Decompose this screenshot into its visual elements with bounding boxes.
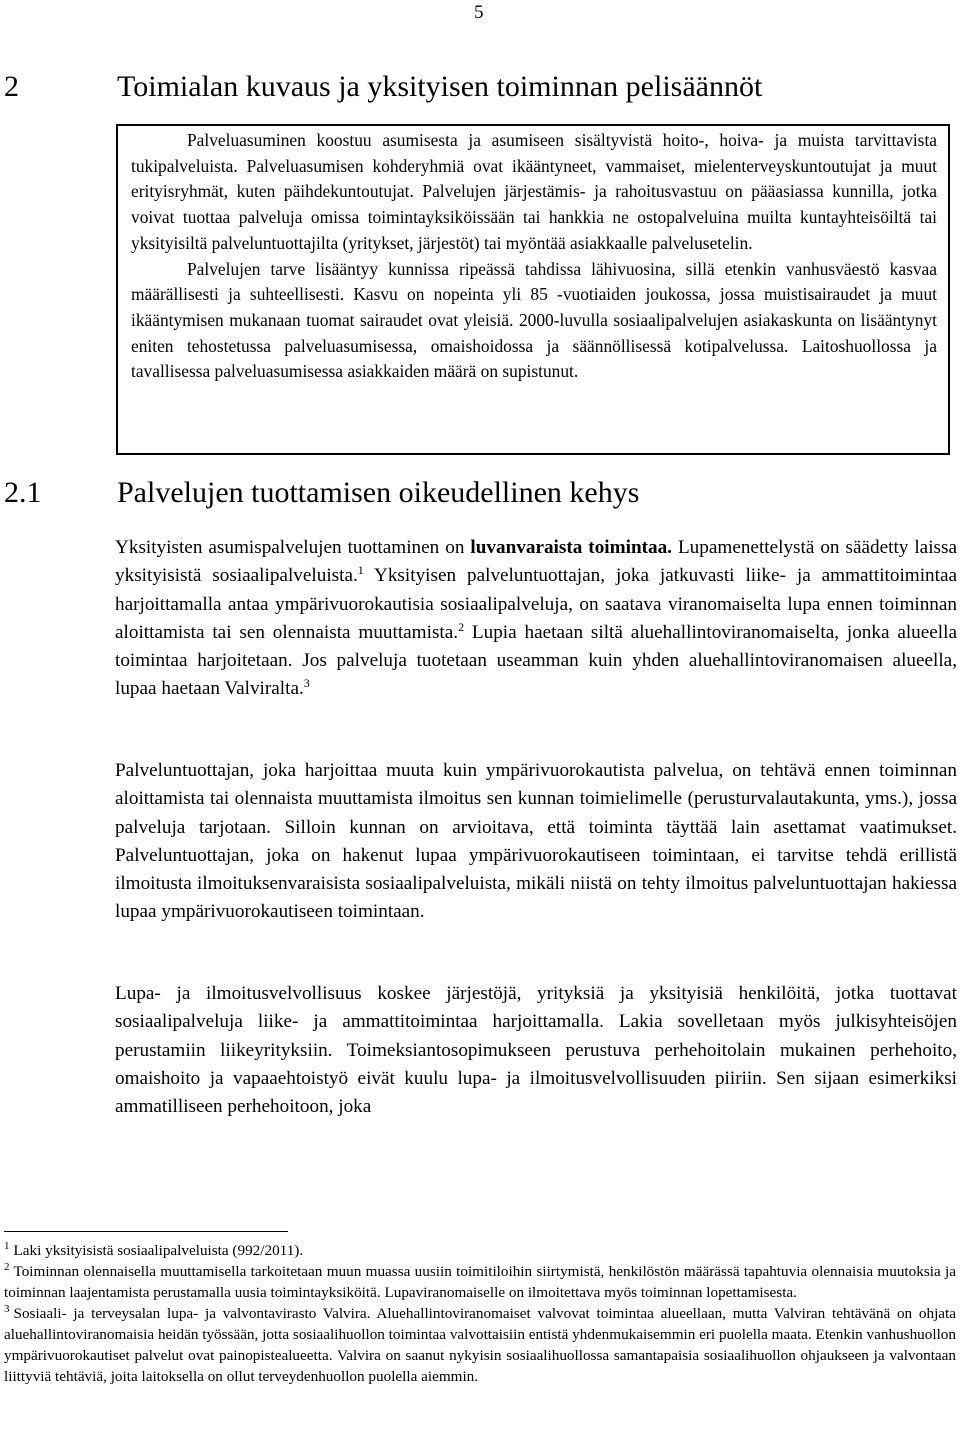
footnote-1-text: Laki yksityisistä sosiaalipalveluista (992/2011). [13,1242,304,1259]
summary-box [116,124,950,455]
footnote-2-text: Toiminnan olennaisella muuttamisella tarkoitetaan muun muassa uusiin toimitiloihin siirtymistä, henkilöstön määrässä tapahtuvia olennaisia muutoksia ja toiminnan laajentamista perustamalla uusia toimintayksiköitä. Lupaviranomaiselle on ilmoitettava myös toiminnan lopettamisesta. [4,1263,956,1301]
footnote-2 [4,1261,956,1303]
section-number: 2.1 [4,476,42,509]
footnote-ref-3[interactable]: 3 [303,676,310,691]
page-number: 5 [474,2,484,23]
p3-text: Lupa- ja ilmoitusvelvollisuus koskee järjestöjä, yrityksiä ja yksityisiä henkilöitä, jotka tuottavat sosiaalipalveluja liike- ja ammattitoimintaa harjoittamalla. Lakia sovelletaan myös julkisyhteisöjen perustamiin liikeyrityksiin. Toimeksiantosopimukseen perustuva perhehoitolain mukainen perhehoito, omaishoito ja vapaaehtoistyö eivät kuulu lupa- ja ilmoitusvelvollisuuden piiriin. Sen sijaan esimerkiksi ammatilliseen perhehoitoon, joka [115,983,957,1118]
body-paragraph-1 [115,534,957,704]
summary-paragraph-1: Palveluasuminen koostuu asumisesta ja asumiseen sisältyvistä hoito-, hoiva- ja muista tarvittavista tukipalveluista. Palveluasumisen kohderyhmiä ovat ikääntyneet, vammaiset, mielenterveyskuntoutujat ja muut erityisryhmät, kuten päihdekuntoutujat. Palvelujen järjestämis- ja rahoitusvastuu on pääasiassa kunnilla, jotka voivat tuottaa palveluja omissa toimintayksiköissään tai hankkia ne ostopalveluina muilta kuntayhteisöiltä tai yksityisiltä palveluntuottajilta (yritykset, järjestöt) tai myöntää asiakkaalle palvelusetelin. [131,130,937,253]
p1-text-4: Lupia haetaan siltä aluehallintoviranomaiselta, jonka alueella toimintaa harjoitetaan. Jos palveluja tuotetaan useamman kuin yhden aluehallintoviranomaisen alueella, lupaa haetaan Valviralta. [115,621,957,700]
chapter-title: Toimialan kuvaus ja yksityisen toiminnan pelisäännöt [117,70,763,103]
p1-text-3: Yksityisen palveluntuottajan, joka jatkuvasti liike- ja ammattitoimintaa harjoittamalla antaa ympärivuorokautisia sosiaalipalveluja, on saatava viranomaiselta lupa ennen toiminnan aloittamista tai sen olennaista muuttamista. [115,565,957,643]
body-paragraph-2 [115,757,957,927]
footnote-3-number: 3 [4,1303,10,1315]
footnote-3-text: Sosiaali- ja terveysalan lupa- ja valvontavirasto Valvira. Aluehallintoviranomaiset valvovat toimintaa alueellaan, mutta Valviran tehtävänä on ohjata aluehallintoviranomaisia heidän työssään, jotta sosiaalihuollon toimintaa valvottaisiin entistä yhdenmukaisemmin eri puolella maata. Etenkin vanhushuollon ympärivuorokautiset palvelut ovat painopistealueetta. Valvira on saanut nykyisin sosiaalihuollossa samantapaisia sosiaalihuollon ohjaukseen ja valvontaan liittyviä tehtäviä, joita laitoksella on ollut terveydenhuollon puolella aiemmin. [4,1305,956,1385]
p1-bold-licensed: luvanvaraista toimintaa. [470,537,672,558]
footnote-3 [4,1303,956,1387]
footnote-ref-2[interactable]: 2 [458,619,465,634]
footnotes [4,1240,956,1387]
footnote-2-number: 2 [4,1261,10,1273]
p1-text-2: Lupamenettelystä on säädetty laissa yksityisistä sosiaalipalveluista. [115,537,957,587]
p2-text: Palveluntuottajan, joka harjoittaa muuta kuin ympärivuorokautista palvelua, on tehtävä ennen toiminnan aloittamista tai olennaista muuttamista ilmoitus sen kunnan toimielimelle (perusturvalautakunta, yms.), jossa palveluja tarjotaan. Silloin kunnan on arvioitava, että toiminta täyttää lain asettamat vaatimukset. Palveluntuottajan, joka on hakenut lupaa ympärivuorokautiseen toimintaan, ei tarvitse tehdä erillistä ilmoitusta ilmoituksenvaraisista sosiaalipalveluista, mikäli niistä on tehty ilmoitus palveluntuottajan hakiessa lupaa ympärivuorokautiseen toimintaan. [115,760,957,923]
footnote-ref-1[interactable]: 1 [357,563,364,578]
chapter-heading [4,70,762,104]
body-paragraph-3 [115,980,957,1121]
section-title: Palvelujen tuottamisen oikeudellinen kehys [117,476,640,509]
footnote-1 [4,1240,956,1261]
p1-text-1: Yksityisten asumispalvelujen tuottaminen on [115,537,471,558]
footnote-1-number: 1 [4,1240,10,1252]
section-heading [4,476,639,510]
chapter-number: 2 [4,70,19,103]
summary-paragraph-2: Palvelujen tarve lisääntyy kunnissa ripeässä tahdissa lähivuosina, sillä etenkin vanhusväestö kasvaa määrällisesti ja suhteellisesti. Kasvu on nopeinta yli 85 -vuotiaiden joukossa, jossa muistisairaudet ja muut ikääntymisen mukanaan tuomat sairaudet ovat yleisiä. 2000-luvulla sosiaalipalvelujen asiakaskunta on lisääntynyt eniten tehostetussa palveluasumisessa, omaishoidossa ja säännöllisessä kotipalvelussa. Laitoshuollossa ja tavallisessa palveluasumisessa asiakkaiden määrä on supistunut. [131,258,937,382]
footnote-divider [4,1231,288,1232]
